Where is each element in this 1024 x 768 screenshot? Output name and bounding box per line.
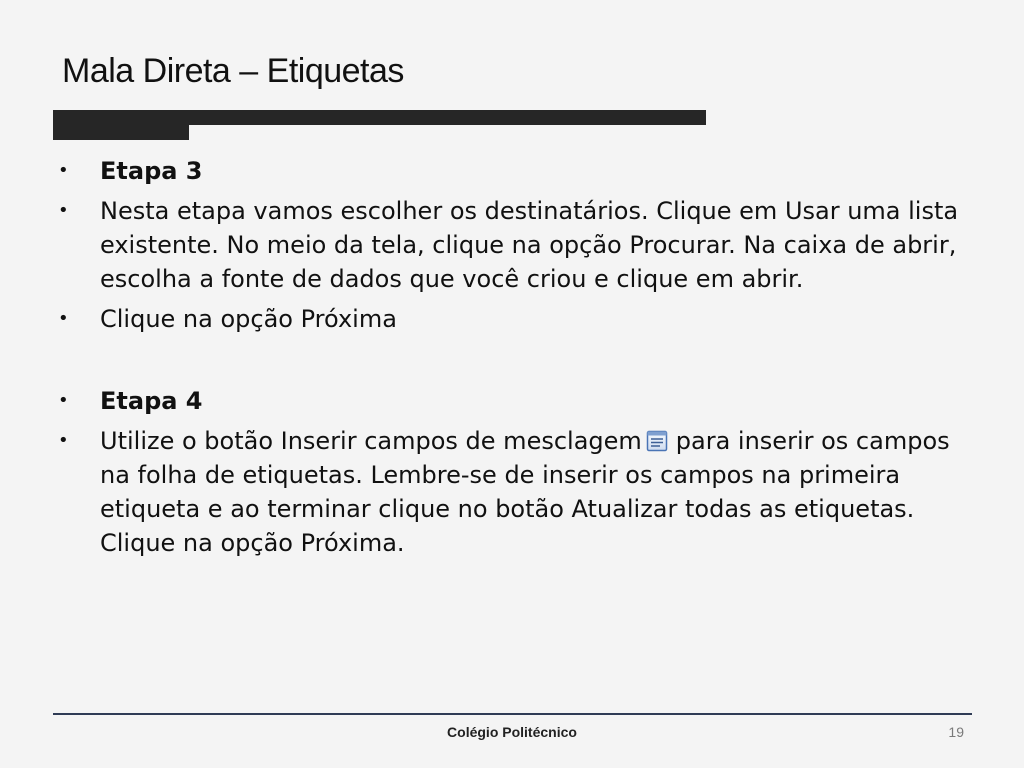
- bullet-glyph: •: [58, 200, 69, 221]
- list-item: [56, 384, 976, 418]
- list-item: [56, 424, 976, 560]
- footer-institution: Colégio Politécnico: [447, 724, 577, 740]
- page-number: 19: [948, 724, 964, 740]
- step3-instructions: Nesta etapa vamos escolher os destinatários. Clique em Usar uma lista existente. No meio da tela, clique na opção Procurar. Na caixa de abrir, escolha a fonte de dados que você criou e clique em abrir.: [100, 197, 959, 293]
- step4-instructions-start: Utilize o botão Inserir campos de mesclagem: [100, 427, 642, 455]
- step4-instructions-end: para inserir os campos na folha de etiquetas. Lembre-se de inserir os campos na primeira etiqueta e ao terminar clique no botão Atualizar todas as etiquetas. Clique na opção Próxima.: [100, 427, 950, 557]
- step4-heading: Etapa 4: [100, 387, 203, 415]
- bullet-glyph: •: [58, 390, 69, 411]
- bullet-glyph: •: [58, 160, 69, 181]
- list-item: [56, 302, 976, 336]
- list-item: [56, 194, 976, 296]
- slide-title: Mala Direta – Etiquetas: [62, 52, 404, 90]
- slide-content-list: [56, 148, 976, 560]
- bullet-glyph: •: [58, 308, 69, 329]
- step3-heading: Etapa 3: [100, 157, 203, 185]
- insert-merge-field-icon: [646, 427, 668, 449]
- bullet-glyph: •: [58, 430, 69, 451]
- footer-divider: [53, 713, 972, 715]
- list-item: [56, 154, 976, 188]
- step3-next-instruction: Clique na opção Próxima: [100, 305, 397, 333]
- title-accent-tab: [53, 110, 189, 140]
